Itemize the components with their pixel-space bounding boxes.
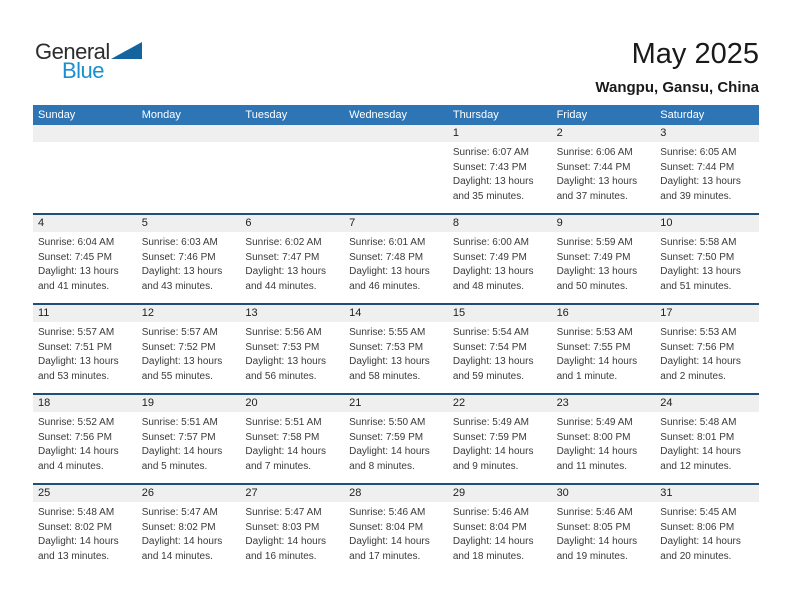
- month-title: May 2025: [631, 38, 759, 70]
- info-line: Daylight: 13 hours: [660, 266, 741, 277]
- info-line: Daylight: 14 hours: [245, 536, 327, 547]
- info-line: Sunrise: 5:59 AM: [556, 237, 633, 248]
- info-line: Daylight: 14 hours: [349, 446, 430, 457]
- day-sun-info: [137, 412, 241, 474]
- day-number: [240, 125, 344, 142]
- day-number: 1: [448, 125, 552, 142]
- info-line: Sunset: 7:51 PM: [38, 341, 112, 353]
- info-line: Daylight: 13 hours: [141, 266, 223, 277]
- info-line: Sunrise: 5:51 AM: [141, 417, 218, 428]
- week-row: [33, 125, 759, 213]
- info-line: Sunrise: 5:50 AM: [349, 417, 426, 428]
- info-line: Sunset: 7:53 PM: [245, 341, 320, 353]
- day-number: 21: [344, 395, 448, 412]
- day-cell-12: [137, 305, 241, 393]
- info-line: Sunrise: 5:52 AM: [38, 417, 115, 428]
- day-sun-info: [344, 502, 448, 564]
- info-line: Sunrise: 6:00 AM: [452, 237, 529, 248]
- day-number: 16: [552, 305, 656, 322]
- day-sun-info: [448, 142, 552, 204]
- info-line: Sunrise: 5:57 AM: [141, 327, 218, 338]
- day-sun-info: [448, 232, 552, 294]
- day-sun-info: [344, 412, 448, 474]
- info-line: Sunrise: 5:46 AM: [349, 507, 426, 518]
- info-line: Sunset: 7:45 PM: [38, 251, 112, 263]
- day-cell-10: [655, 215, 759, 303]
- info-line: and 1 minute.: [556, 370, 618, 382]
- day-cell-7: [344, 215, 448, 303]
- day-cell-2: [552, 125, 656, 213]
- info-line: Sunset: 7:50 PM: [660, 251, 735, 263]
- day-cell-1: [448, 125, 552, 213]
- day-sun-info: [344, 232, 448, 294]
- info-line: Sunset: 7:49 PM: [556, 251, 631, 263]
- day-cell-16: [552, 305, 656, 393]
- info-line: Sunset: 8:05 PM: [556, 521, 631, 533]
- week-row: [33, 213, 759, 303]
- info-line: Sunrise: 5:46 AM: [556, 507, 633, 518]
- info-line: Daylight: 14 hours: [556, 356, 638, 367]
- day-sun-info: [240, 322, 344, 384]
- info-line: Sunset: 8:04 PM: [452, 521, 527, 533]
- info-line: Daylight: 13 hours: [38, 266, 119, 277]
- day-sun-info: [448, 322, 552, 384]
- info-line: and 56 minutes.: [245, 370, 317, 382]
- info-line: Daylight: 13 hours: [38, 356, 119, 367]
- info-line: Sunrise: 5:53 AM: [556, 327, 633, 338]
- location-subtitle: Wangpu, Gansu, China: [595, 79, 759, 97]
- day-cell-empty: [33, 125, 137, 213]
- info-line: Sunrise: 5:58 AM: [660, 237, 737, 248]
- info-line: and 14 minutes.: [141, 550, 213, 562]
- day-header-friday: Friday: [556, 109, 588, 121]
- info-line: Sunset: 7:53 PM: [349, 341, 424, 353]
- info-line: Sunset: 8:06 PM: [660, 521, 735, 533]
- info-line: and 16 minutes.: [245, 550, 317, 562]
- info-line: Daylight: 13 hours: [452, 266, 534, 277]
- day-cell-3: [655, 125, 759, 213]
- info-line: Sunrise: 5:57 AM: [38, 327, 115, 338]
- info-line: Sunset: 8:04 PM: [349, 521, 424, 533]
- day-sun-info: [655, 322, 759, 384]
- day-number: 9: [552, 215, 656, 232]
- info-line: Sunset: 7:48 PM: [349, 251, 424, 263]
- info-line: Sunrise: 5:55 AM: [349, 327, 426, 338]
- info-line: Daylight: 13 hours: [141, 356, 223, 367]
- day-number: [137, 125, 241, 142]
- info-line: Sunset: 7:44 PM: [660, 161, 735, 173]
- day-number: 31: [655, 485, 759, 502]
- day-sun-info: [448, 502, 552, 564]
- day-sun-info: [655, 232, 759, 294]
- info-line: and 8 minutes.: [349, 460, 415, 472]
- day-number: [344, 125, 448, 142]
- day-cell-29: [448, 485, 552, 573]
- day-cell-18: [33, 395, 137, 483]
- info-line: Daylight: 13 hours: [452, 176, 534, 187]
- day-cell-empty: [137, 125, 241, 213]
- day-number: 13: [240, 305, 344, 322]
- info-line: Sunrise: 6:02 AM: [245, 237, 322, 248]
- info-line: Sunrise: 5:54 AM: [452, 327, 529, 338]
- day-cell-9: [552, 215, 656, 303]
- info-line: Sunrise: 6:06 AM: [556, 147, 633, 158]
- info-line: Sunset: 8:02 PM: [141, 521, 216, 533]
- info-line: Sunset: 7:55 PM: [556, 341, 631, 353]
- day-sun-info: [344, 322, 448, 384]
- info-line: and 48 minutes.: [452, 280, 525, 292]
- info-line: Daylight: 14 hours: [660, 356, 741, 367]
- week-row: [33, 483, 759, 573]
- info-line: Daylight: 14 hours: [38, 536, 119, 547]
- day-number: 10: [655, 215, 759, 232]
- week-row: [33, 303, 759, 393]
- info-line: and 46 minutes.: [349, 280, 421, 292]
- day-sun-info: [137, 502, 241, 564]
- day-number: 19: [137, 395, 241, 412]
- info-line: and 17 minutes.: [349, 550, 421, 562]
- day-number: 20: [240, 395, 344, 412]
- day-number: 28: [344, 485, 448, 502]
- day-number: 5: [137, 215, 241, 232]
- info-line: Sunrise: 5:45 AM: [660, 507, 737, 518]
- calendar-grid: [33, 125, 759, 573]
- day-number: 17: [655, 305, 759, 322]
- info-line: Sunset: 7:59 PM: [349, 431, 424, 443]
- info-line: Sunrise: 5:51 AM: [245, 417, 322, 428]
- info-line: Sunrise: 5:46 AM: [452, 507, 529, 518]
- day-number: 6: [240, 215, 344, 232]
- info-line: and 12 minutes.: [660, 460, 732, 472]
- info-line: Daylight: 14 hours: [245, 446, 327, 457]
- info-line: Daylight: 13 hours: [660, 176, 741, 187]
- day-cell-23: [552, 395, 656, 483]
- info-line: Daylight: 14 hours: [141, 536, 223, 547]
- info-line: and 20 minutes.: [660, 550, 732, 562]
- info-line: Sunrise: 5:47 AM: [141, 507, 218, 518]
- day-sun-info: [240, 142, 344, 146]
- day-cell-14: [344, 305, 448, 393]
- day-number: 22: [448, 395, 552, 412]
- info-line: and 35 minutes.: [452, 190, 525, 202]
- info-line: Sunrise: 5:49 AM: [556, 417, 633, 428]
- day-number: 24: [655, 395, 759, 412]
- day-sun-info: [33, 322, 137, 384]
- day-sun-info: [344, 142, 448, 146]
- info-line: Daylight: 13 hours: [556, 176, 638, 187]
- day-cell-31: [655, 485, 759, 573]
- info-line: Sunrise: 5:47 AM: [245, 507, 322, 518]
- day-sun-info: [33, 502, 137, 564]
- info-line: Daylight: 14 hours: [660, 536, 741, 547]
- info-line: Daylight: 13 hours: [452, 356, 534, 367]
- info-line: Daylight: 13 hours: [349, 266, 430, 277]
- info-line: and 4 minutes.: [38, 460, 104, 472]
- info-line: Sunset: 8:00 PM: [556, 431, 631, 443]
- info-line: Sunset: 8:03 PM: [245, 521, 320, 533]
- info-line: and 50 minutes.: [556, 280, 628, 292]
- info-line: Daylight: 14 hours: [141, 446, 223, 457]
- day-header-tuesday: Tuesday: [245, 109, 288, 121]
- info-line: Daylight: 14 hours: [556, 446, 638, 457]
- info-line: Daylight: 13 hours: [349, 356, 430, 367]
- info-line: Daylight: 13 hours: [556, 266, 638, 277]
- day-cell-26: [137, 485, 241, 573]
- info-line: and 2 minutes.: [660, 370, 726, 382]
- day-sun-info: [552, 412, 656, 474]
- day-number: 2: [552, 125, 656, 142]
- info-line: Sunrise: 6:04 AM: [38, 237, 115, 248]
- day-cell-25: [33, 485, 137, 573]
- day-sun-info: [240, 502, 344, 564]
- info-line: Sunrise: 6:03 AM: [141, 237, 218, 248]
- info-line: and 51 minutes.: [660, 280, 732, 292]
- info-line: Sunset: 7:57 PM: [141, 431, 216, 443]
- info-line: and 11 minutes.: [556, 460, 627, 472]
- info-line: and 53 minutes.: [38, 370, 110, 382]
- info-line: Daylight: 13 hours: [245, 266, 327, 277]
- info-line: and 13 minutes.: [38, 550, 110, 562]
- day-cell-6: [240, 215, 344, 303]
- day-sun-info: [240, 412, 344, 474]
- calendar-table: [33, 105, 759, 573]
- info-line: Daylight: 14 hours: [38, 446, 119, 457]
- day-sun-info: [137, 142, 241, 146]
- day-sun-info: [655, 502, 759, 564]
- day-number: 4: [33, 215, 137, 232]
- day-sun-info: [448, 412, 552, 474]
- day-sun-info: [552, 322, 656, 384]
- logo-triangle-icon: [111, 42, 142, 59]
- info-line: Sunset: 7:44 PM: [556, 161, 631, 173]
- day-number: 25: [33, 485, 137, 502]
- info-line: Daylight: 14 hours: [556, 536, 638, 547]
- info-line: and 37 minutes.: [556, 190, 628, 202]
- info-line: Daylight: 14 hours: [452, 446, 534, 457]
- day-cell-17: [655, 305, 759, 393]
- day-cell-empty: [344, 125, 448, 213]
- info-line: Sunrise: 5:56 AM: [245, 327, 322, 338]
- day-cell-24: [655, 395, 759, 483]
- day-cell-27: [240, 485, 344, 573]
- info-line: Sunset: 7:47 PM: [245, 251, 320, 263]
- day-cell-4: [33, 215, 137, 303]
- info-line: Sunset: 7:49 PM: [452, 251, 527, 263]
- day-header-sunday: Sunday: [38, 109, 76, 121]
- info-line: and 59 minutes.: [452, 370, 525, 382]
- day-number: 12: [137, 305, 241, 322]
- info-line: Daylight: 13 hours: [245, 356, 327, 367]
- day-sun-info: [33, 232, 137, 294]
- info-line: Sunset: 7:54 PM: [452, 341, 527, 353]
- day-number: 26: [137, 485, 241, 502]
- day-cell-5: [137, 215, 241, 303]
- info-line: and 9 minutes.: [452, 460, 519, 472]
- day-sun-info: [552, 232, 656, 294]
- day-cell-21: [344, 395, 448, 483]
- day-number: 23: [552, 395, 656, 412]
- day-number: 11: [33, 305, 137, 322]
- info-line: Sunset: 7:58 PM: [245, 431, 320, 443]
- day-cell-19: [137, 395, 241, 483]
- day-number: 29: [448, 485, 552, 502]
- day-sun-info: [137, 322, 241, 384]
- day-number: 3: [655, 125, 759, 142]
- day-number: 7: [344, 215, 448, 232]
- info-line: Sunset: 7:43 PM: [452, 161, 527, 173]
- info-line: and 44 minutes.: [245, 280, 317, 292]
- day-of-week-header-row: [33, 105, 759, 125]
- info-line: Daylight: 14 hours: [660, 446, 741, 457]
- week-row: [33, 393, 759, 483]
- day-cell-13: [240, 305, 344, 393]
- info-line: and 18 minutes.: [452, 550, 525, 562]
- info-line: Sunrise: 5:53 AM: [660, 327, 737, 338]
- info-line: Sunset: 7:59 PM: [452, 431, 527, 443]
- info-line: and 41 minutes.: [38, 280, 110, 292]
- info-line: and 58 minutes.: [349, 370, 421, 382]
- day-cell-8: [448, 215, 552, 303]
- info-line: Sunrise: 6:01 AM: [349, 237, 426, 248]
- info-line: and 39 minutes.: [660, 190, 732, 202]
- logo-text-general: General: [35, 39, 110, 64]
- day-sun-info: [240, 232, 344, 294]
- general-blue-logo: [35, 41, 175, 87]
- info-line: Sunset: 7:56 PM: [660, 341, 735, 353]
- day-sun-info: [655, 412, 759, 474]
- info-line: Daylight: 14 hours: [349, 536, 430, 547]
- calendar-title-block: [595, 38, 759, 96]
- day-sun-info: [137, 232, 241, 294]
- info-line: Sunset: 7:56 PM: [38, 431, 112, 443]
- day-number: 8: [448, 215, 552, 232]
- day-header-saturday: Saturday: [660, 109, 705, 121]
- info-line: Sunset: 8:02 PM: [38, 521, 112, 533]
- day-sun-info: [552, 502, 656, 564]
- info-line: Sunrise: 6:05 AM: [660, 147, 737, 158]
- info-line: Sunset: 7:52 PM: [141, 341, 216, 353]
- day-cell-15: [448, 305, 552, 393]
- day-number: 27: [240, 485, 344, 502]
- day-number: 30: [552, 485, 656, 502]
- day-cell-28: [344, 485, 448, 573]
- info-line: Sunrise: 6:07 AM: [452, 147, 529, 158]
- day-header-monday: Monday: [141, 109, 181, 121]
- day-sun-info: [33, 412, 137, 474]
- day-cell-30: [552, 485, 656, 573]
- day-header-wednesday: Wednesday: [349, 109, 408, 121]
- info-line: and 43 minutes.: [141, 280, 213, 292]
- info-line: Daylight: 14 hours: [452, 536, 534, 547]
- day-number: [33, 125, 137, 142]
- day-cell-22: [448, 395, 552, 483]
- day-cell-empty: [240, 125, 344, 213]
- info-line: Sunrise: 5:48 AM: [38, 507, 115, 518]
- day-number: 14: [344, 305, 448, 322]
- info-line: Sunset: 8:01 PM: [660, 431, 735, 443]
- day-sun-info: [33, 142, 137, 146]
- day-sun-info: [552, 142, 656, 204]
- info-line: and 7 minutes.: [245, 460, 312, 472]
- day-sun-info: [655, 142, 759, 204]
- day-cell-20: [240, 395, 344, 483]
- info-line: Sunset: 7:46 PM: [141, 251, 216, 263]
- day-number: 18: [33, 395, 137, 412]
- info-line: and 5 minutes.: [141, 460, 208, 472]
- info-line: and 19 minutes.: [556, 550, 628, 562]
- day-header-thursday: Thursday: [452, 109, 499, 121]
- logo-text-blue: Blue: [62, 58, 105, 83]
- day-cell-11: [33, 305, 137, 393]
- day-number: 15: [448, 305, 552, 322]
- info-line: Sunrise: 5:49 AM: [452, 417, 529, 428]
- info-line: and 55 minutes.: [141, 370, 213, 382]
- info-line: Sunrise: 5:48 AM: [660, 417, 737, 428]
